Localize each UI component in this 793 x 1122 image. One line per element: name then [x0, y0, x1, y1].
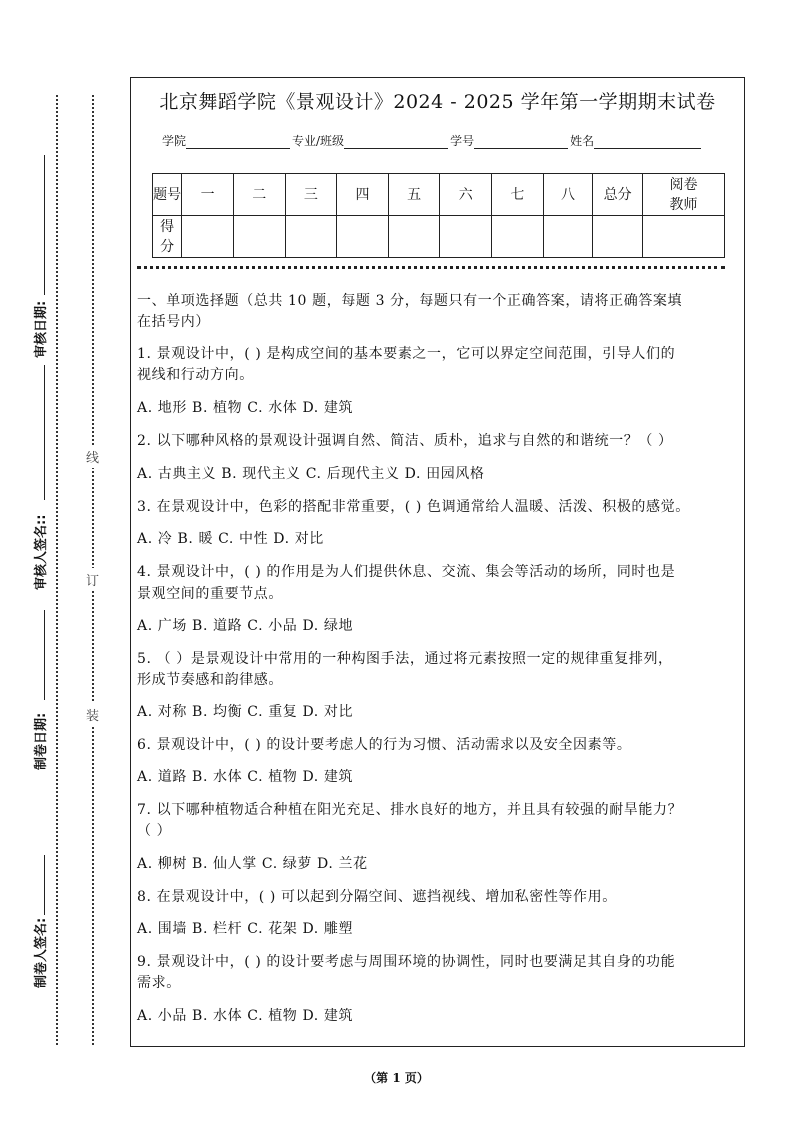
- score-cell[interactable]: [233, 216, 285, 258]
- score-row: [153, 216, 725, 258]
- score-cell[interactable]: [440, 216, 492, 258]
- header-label: 题号: [153, 174, 182, 216]
- question-5-options: A. 对称 B. 均衡 C. 重复 D. 对比: [137, 704, 354, 720]
- question-7: （ ）: [137, 823, 172, 839]
- column-header: 七: [492, 174, 544, 216]
- score-table: [152, 173, 725, 258]
- college-label: 学院: [162, 134, 187, 148]
- name-field[interactable]: [594, 134, 701, 149]
- binding-mark-ding: 订: [86, 568, 99, 591]
- row-label: 得分: [153, 216, 182, 258]
- binding-dotted-line-outer: [56, 95, 58, 1045]
- question-4: 4. 景观设计中，( ) 的作用是为人们提供休息、交流、集会等活动的场所，同时也是: [137, 564, 676, 580]
- student-id-field[interactable]: [474, 134, 568, 149]
- maker-signature-line[interactable]: [44, 855, 45, 915]
- score-cell[interactable]: [492, 216, 544, 258]
- column-header: 四: [337, 174, 389, 216]
- question-1: 视线和行动方向。: [137, 367, 254, 383]
- section-heading: 在括号内）: [137, 314, 210, 330]
- question-2: 2. 以下哪种风格的景观设计强调自然、简洁、质朴，追求与自然的和谐统一？（ ）: [137, 433, 673, 449]
- question-8: 8. 在景观设计中，( ) 可以起到分隔空间、遮挡视线、增加私密性等作用。: [137, 889, 617, 905]
- question-6-options: A. 道路 B. 水体 C. 植物 D. 建筑: [137, 769, 354, 785]
- major-field[interactable]: [344, 134, 448, 149]
- maker-signature-label: 制卷人签名:: [34, 917, 49, 988]
- reviewer-signature-line[interactable]: [44, 365, 45, 500]
- separator-dotted-line: [137, 266, 725, 269]
- question-3-options: A. 冷 B. 暖 C. 中性 D. 对比: [137, 531, 324, 547]
- maker-date-line[interactable]: [44, 610, 45, 700]
- question-1-options: A. 地形 B. 植物 C. 水体 D. 建筑: [137, 400, 354, 416]
- question-6: 6. 景观设计中，( ) 的设计要考虑人的行为习惯、活动需求以及安全因素等。: [137, 737, 632, 753]
- question-9-options: A. 小品 B. 水体 C. 植物 D. 建筑: [137, 1008, 354, 1024]
- column-header: 三: [285, 174, 337, 216]
- question-8-options: A. 围墙 B. 栏杆 C. 花架 D. 雕塑: [137, 921, 354, 937]
- review-date-line[interactable]: [44, 155, 45, 295]
- column-header: 阅卷教师: [642, 174, 724, 216]
- score-cell[interactable]: [388, 216, 440, 258]
- student-id-label: 学号: [450, 134, 475, 148]
- question-9: 9. 景观设计中，( ) 的设计要考虑与周围环境的协调性，同时也要满足其自身的功能: [137, 954, 676, 970]
- score-cell[interactable]: [642, 216, 724, 258]
- question-4-options: A. 广场 B. 道路 C. 小品 D. 绿地: [137, 618, 354, 634]
- column-header: 五: [388, 174, 440, 216]
- question-5: 5. （ ）是景观设计中常用的一种构图手法，通过将元素按照一定的规律重复排列，: [137, 651, 673, 667]
- question-4: 景观空间的重要节点。: [137, 586, 283, 602]
- binding-mark-xian: 线: [86, 445, 99, 468]
- name-label: 姓名: [570, 134, 595, 148]
- student-info-row: [162, 132, 703, 149]
- column-header: 六: [440, 174, 492, 216]
- college-field[interactable]: [186, 134, 290, 149]
- question-2-options: A. 古典主义 B. 现代主义 C. 后现代主义 D. 田园风格: [137, 466, 485, 482]
- score-cell[interactable]: [285, 216, 337, 258]
- binding-mark-zhuang: 装: [86, 703, 99, 726]
- column-header: 一: [182, 174, 234, 216]
- maker-date-label: 制卷日期:: [34, 712, 49, 770]
- column-header: 总分: [593, 174, 643, 216]
- column-header: 二: [233, 174, 285, 216]
- score-cell[interactable]: [182, 216, 234, 258]
- column-header: 八: [543, 174, 593, 216]
- score-table-header-row: [153, 174, 725, 216]
- score-cell[interactable]: [337, 216, 389, 258]
- major-label: 专业/班级: [292, 134, 345, 148]
- question-3: 3. 在景观设计中，色彩的搭配非常重要，( ) 色调通常给人温暖、活泼、积极的感觉。: [137, 499, 690, 515]
- score-cell[interactable]: [593, 216, 643, 258]
- page-number: （第 1 页）: [364, 1071, 429, 1085]
- question-1: 1. 景观设计中，( ) 是构成空间的基本要素之一，它可以界定空间范围，引导人们的: [137, 346, 676, 362]
- score-cell[interactable]: [543, 216, 593, 258]
- review-date-label: 审核日期:: [34, 300, 49, 358]
- exam-title: 北京舞蹈学院《景观设计》2024 - 2025 学年第一学期期末试卷: [159, 91, 716, 113]
- question-7: 7. 以下哪种植物适合种植在阳光充足、排水良好的地方，并且具有较强的耐旱能力？: [137, 802, 683, 818]
- section-heading: 一、单项选择题（总共 10 题，每题 3 分，每题只有一个正确答案，请将正确答案填: [137, 293, 683, 309]
- question-7-options: A. 柳树 B. 仙人掌 C. 绿萝 D. 兰花: [137, 856, 368, 872]
- reviewer-signature-label: 审核人签名::: [34, 514, 49, 590]
- question-5: 形成节奏感和韵律感。: [137, 672, 283, 688]
- question-9: 需求。: [137, 975, 181, 991]
